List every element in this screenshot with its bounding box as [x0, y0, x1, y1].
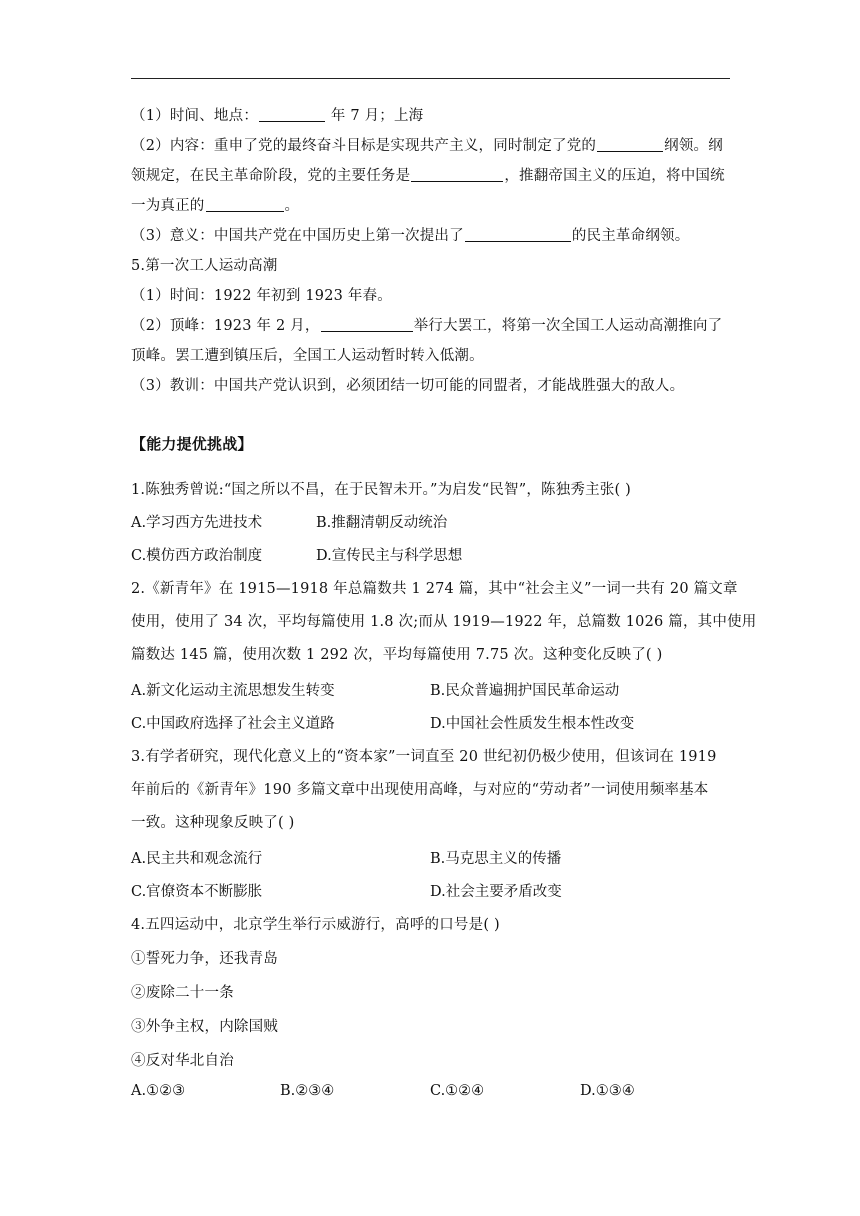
question-4-option-a[interactable]: A.①②③ — [131, 1083, 186, 1099]
question-2-option-d[interactable]: D.中国社会性质发生根本性改变 — [430, 716, 635, 732]
section-5-item-3: （3）教训：中国共产党认识到，必须团结一切可能的同盟者，才能战胜强大的敌人。 — [131, 378, 685, 394]
question-2-stem-line-2: 使用，使用了 34 次，平均每篇使用 1.8 次;而从 1919—1922 年，总篇数 1026 篇，其中使用 — [131, 614, 757, 630]
section-5-item-1: （1）时间：1922 年初到 1923 年春。 — [131, 288, 392, 304]
answer-blank[interactable] — [465, 227, 571, 242]
answer-blank[interactable] — [321, 317, 413, 332]
answer-blank[interactable] — [597, 137, 663, 152]
question-1-option-d[interactable]: D.宣传民主与科学思想 — [316, 548, 463, 564]
question-4-option-c[interactable]: C.①②④ — [430, 1083, 485, 1099]
question-1-option-a[interactable]: A.学习西方先进技术 — [131, 515, 263, 531]
question-2-option-b[interactable]: B.民众普遍拥护国民革命运动 — [430, 683, 620, 699]
question-2-stem-line-1: 2.《新青年》在 1915—1918 年总篇数共 1 274 篇，其中“社会主义”一词一共有 20 篇文章 — [131, 581, 738, 597]
question-3-option-c[interactable]: C.官僚资本不断膨胀 — [131, 884, 263, 900]
question-3-option-a[interactable]: A.民主共和观念流行 — [131, 851, 263, 867]
review-item-2-line-3: 一为真正的 。 — [131, 198, 300, 214]
question-4-option-d[interactable]: D.①③④ — [580, 1083, 635, 1099]
question-4-item-4: ④反对华北自治 — [131, 1053, 234, 1069]
section-5-item-2-line-1: （2）顶峰：1923 年 2 月， 举行大罢工，将第一次全国工人运动高潮推向了 — [131, 318, 723, 334]
answer-blank[interactable] — [411, 167, 503, 182]
challenge-heading: 【能力提优挑战】 — [131, 435, 253, 453]
review-item-3: （3）意义：中国共产党在中国历史上第一次提出了 的民主革命纲领。 — [131, 228, 690, 244]
question-3-option-d[interactable]: D.社会主要矛盾改变 — [430, 884, 562, 900]
question-4-item-3: ③外争主权，内除国贼 — [131, 1019, 278, 1035]
question-3-stem-line-1: 3.有学者研究，现代化意义上的“资本家”一词直至 20 世纪初仍极少使用，但该词在 1919 — [131, 749, 717, 765]
question-3-stem-line-3: 一致。这种现象反映了( ) — [131, 815, 295, 831]
section-5-item-2-line-2: 顶峰。罢工遭到镇压后，全国工人运动暂时转入低潮。 — [131, 348, 484, 364]
question-4-item-2: ②废除二十一条 — [131, 985, 234, 1001]
question-1-option-c[interactable]: C.模仿西方政治制度 — [131, 548, 263, 564]
question-3-option-b[interactable]: B.马克思主义的传播 — [430, 851, 562, 867]
answer-blank[interactable] — [259, 107, 325, 122]
question-2-option-c[interactable]: C.中国政府选择了社会主义道路 — [131, 716, 335, 732]
review-item-2-line-2: 领规定，在民主革命阶段，党的主要任务是 ，推翻帝国主义的压迫，将中国统 — [131, 168, 725, 184]
review-item-2-line-1: （2）内容：重申了党的最终奋斗目标是实现共产主义，同时制定了党的 纲领。纲 — [131, 138, 723, 154]
review-item-1: （1）时间、地点： 年 7 月；上海 — [131, 108, 424, 124]
header-rule — [131, 78, 730, 79]
question-2-option-a[interactable]: A.新文化运动主流思想发生转变 — [131, 683, 335, 699]
question-4-stem: 4.五四运动中，北京学生举行示威游行，高呼的口号是( ) — [131, 917, 500, 933]
question-1-stem: 1.陈独秀曾说:“国之所以不昌，在于民智未开。”为启发“民智”，陈独秀主张( ) — [131, 482, 632, 498]
question-2-stem-line-3: 篇数达 145 篇，使用次数 1 292 次，平均每篇使用 7.75 次。这种变化反映了( ) — [131, 647, 663, 663]
answer-blank[interactable] — [206, 197, 284, 212]
question-4-option-b[interactable]: B.②③④ — [280, 1083, 335, 1099]
question-4-item-1: ①誓死力争，还我青岛 — [131, 951, 278, 967]
section-5-title: 5.第一次工人运动高潮 — [131, 258, 278, 274]
question-1-option-b[interactable]: B.推翻清朝反动统治 — [316, 515, 448, 531]
question-3-stem-line-2: 年前后的《新青年》190 多篇文章中出现使用高峰，与对应的“劳动者”一词使用频率基本 — [131, 782, 709, 798]
